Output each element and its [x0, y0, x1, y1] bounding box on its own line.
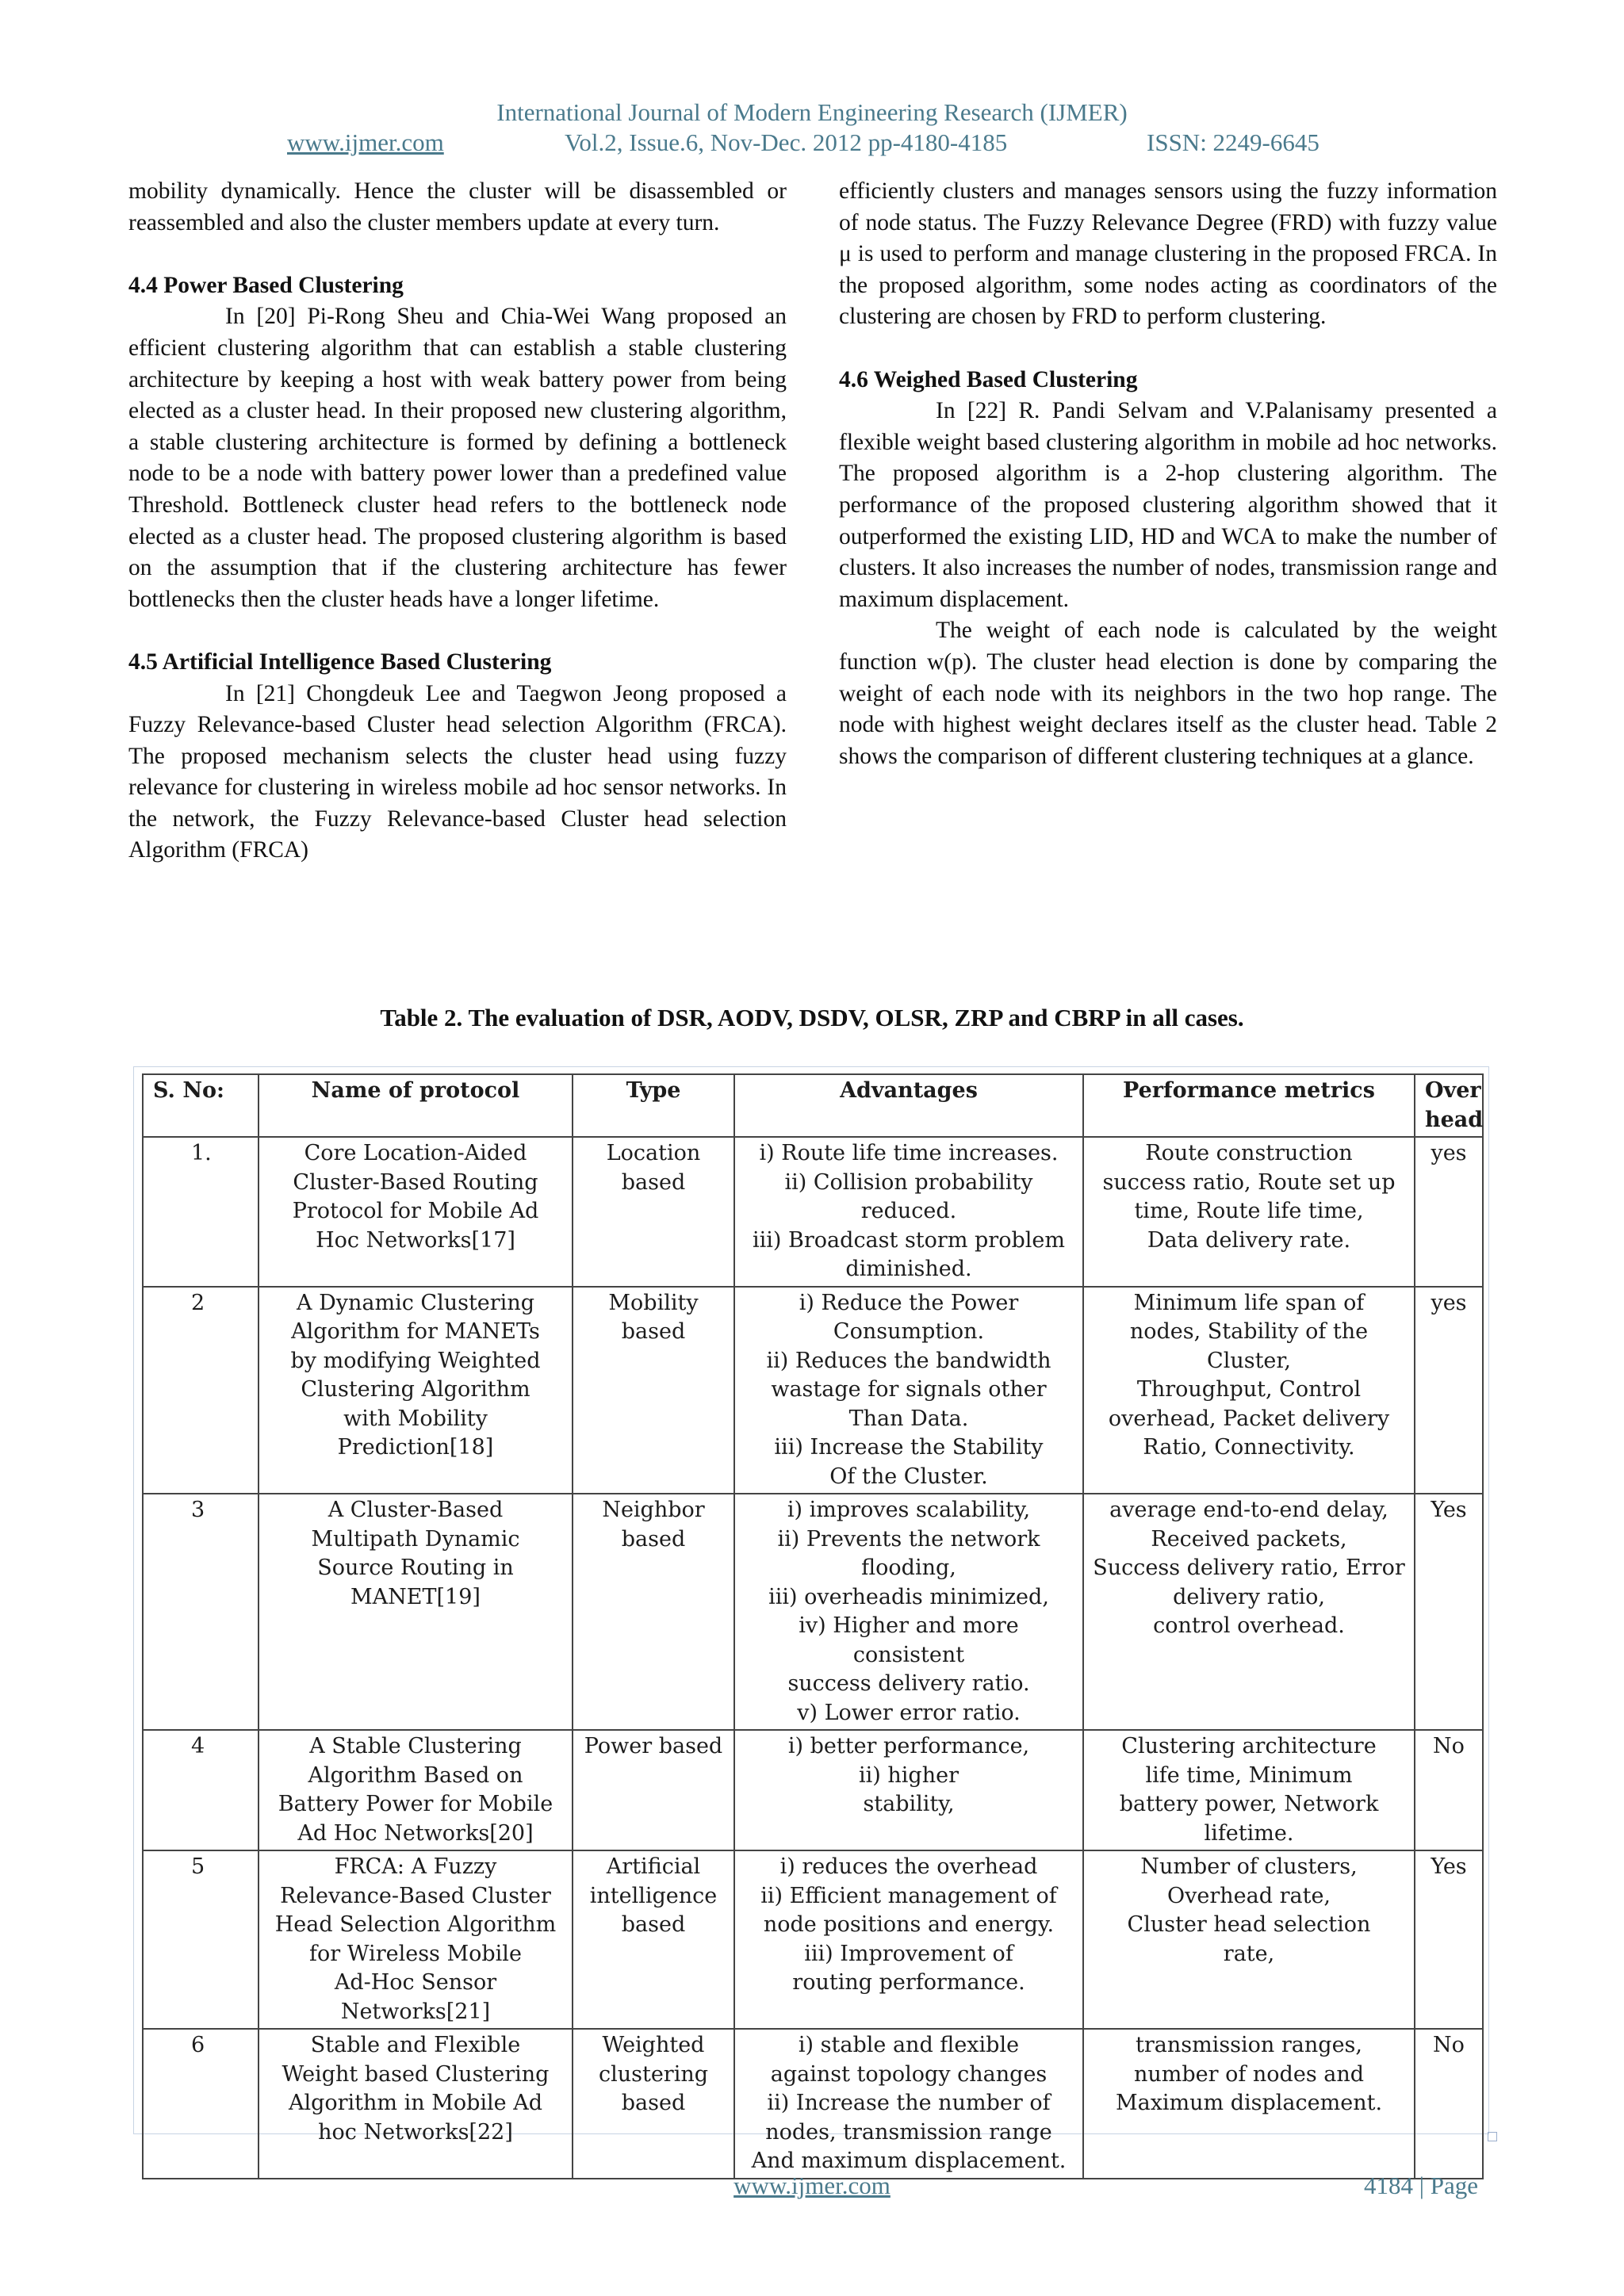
- sno-cell: 2: [143, 1287, 259, 1494]
- sno-cell: 6: [143, 2029, 259, 2179]
- header-cell: Advantages: [734, 1074, 1083, 1137]
- header-issn: ISSN: 2249-6645: [1147, 128, 1320, 156]
- section-4-6-heading: 4.6 Weighed Based Clustering: [839, 366, 1138, 392]
- advantages-cell: i) stable and flexible against topology changes ii) Increase the number of nodes, transmission range And maximum displacement.: [734, 2029, 1083, 2179]
- table-row: [143, 1137, 1483, 1287]
- type-cell: Neighbor based: [573, 1494, 734, 1730]
- protocol-name-cell: A Stable Clustering Algorithm Based on Battery Power for Mobile Ad Hoc Networks[20]: [259, 1730, 573, 1850]
- table-resize-handle: [1488, 2132, 1497, 2141]
- overhead-cell: No: [1415, 2029, 1483, 2179]
- overhead-cell: yes: [1415, 1137, 1483, 1287]
- table-row: [143, 1287, 1483, 1494]
- type-cell: Location based: [573, 1137, 734, 1287]
- performance-cell: Clustering architecture life time, Minimum battery power, Network lifetime.: [1083, 1730, 1415, 1850]
- type-cell: Artificial intelligence based: [573, 1850, 734, 2029]
- section-4-6-body-1: In [22] R. Pandi Selvam and V.Palanisamy presented a flexible weight based clustering algorithm in mobile ad hoc networks. The proposed algorithm is a 2-hop clustering algorithm. The performance of the proposed clustering algorithm showed that it outperformed the existing LID, HD and WCA to make the number of clusters. It also increases the number of nodes, transmission range and maximum displacement.: [839, 398, 1497, 612]
- table-header-row: [143, 1074, 1483, 1137]
- advantages-cell: i) better performance, ii) higher stability,: [734, 1730, 1083, 1850]
- comparison-table: [142, 1073, 1484, 2179]
- performance-cell: Minimum life span of nodes, Stability of the Cluster, Throughput, Control overhead, Packet delivery Ratio, Connectivity.: [1083, 1287, 1415, 1494]
- advantages-cell: i) reduces the overhead ii) Efficient management of node positions and energy. iii) Improvement of routing performance.: [734, 1850, 1083, 2029]
- performance-cell: Route construction success ratio, Route set up time, Route life time, Data delivery rate.: [1083, 1137, 1415, 1287]
- protocol-name-cell: A Dynamic Clustering Algorithm for MANETs by modifying Weighted Clustering Algorithm with Mobility Prediction[18]: [259, 1287, 573, 1494]
- performance-cell: average end-to-end delay, Received packets, Success delivery ratio, Error delivery ratio, control overhead.: [1083, 1494, 1415, 1730]
- section-4-4-body: In [20] Pi-Rong Sheu and Chia-Wei Wang proposed an efficient clustering algorithm that can establish a stable clustering architecture by keeping a host with weak battery power from being elected as a cluster head. In their proposed new clustering algorithm, a stable clustering architecture is formed by defining a bottleneck node to be a node with battery power lower than a predefined value Threshold. Bottleneck cluster head refers to the bottleneck node elected as a cluster head. The proposed clustering algorithm is based on the assumption that if the clustering architecture has fewer bottlenecks then the cluster heads have a longer lifetime.: [128, 304, 787, 612]
- sno-cell: 3: [143, 1494, 259, 1730]
- type-cell: Power based: [573, 1730, 734, 1850]
- protocol-name-cell: FRCA: A Fuzzy Relevance-Based Cluster Head Selection Algorithm for Wireless Mobile Ad-Hoc Sensor Networks[21]: [259, 1850, 573, 2029]
- table-caption: Table 2. The evaluation of DSR, AODV, DSDV, OLSR, ZRP and CBRP in all cases.: [380, 1004, 1244, 1031]
- table-row: [143, 1850, 1483, 2029]
- header-cell: Performance metrics: [1083, 1074, 1415, 1137]
- header-cell: Over head: [1415, 1074, 1483, 1137]
- section-4-4-heading: 4.4 Power Based Clustering: [128, 272, 404, 298]
- type-cell: Weighted clustering based: [573, 2029, 734, 2179]
- performance-cell: Number of clusters, Overhead rate, Cluster head selection rate,: [1083, 1850, 1415, 2029]
- section-4-5-body: In [21] Chongdeuk Lee and Taegwon Jeong proposed a Fuzzy Relevance-based Cluster head selection Algorithm (FRCA). The proposed mechanism selects the cluster head using fuzzy relevance for clustering in wireless mobile ad hoc sensor networks. In the network, the Fuzzy Relevance-based Cluster head selection Algorithm (FRCA): [128, 680, 787, 863]
- performance-cell: transmission ranges, number of nodes and Maximum displacement.: [1083, 2029, 1415, 2179]
- table-row: [143, 1730, 1483, 1850]
- left-intro-paragraph: mobility dynamically. Hence the cluster will be disassembled or reassembled and also the cluster members update at every turn.: [128, 178, 787, 235]
- table-row: [143, 1494, 1483, 1730]
- journal-title: International Journal of Modern Engineering Research (IJMER): [496, 98, 1128, 126]
- overhead-cell: Yes: [1415, 1494, 1483, 1730]
- advantages-cell: i) Route life time increases. ii) Collision probability reduced. iii) Broadcast storm problem diminished.: [734, 1137, 1083, 1287]
- header-volume: Vol.2, Issue.6, Nov-Dec. 2012 pp-4180-4185: [565, 128, 1008, 156]
- right-continuation-paragraph: efficiently clusters and manages sensors using the fuzzy information of node status. The Fuzzy Relevance Degree (FRD) with fuzzy value μ is used to perform and manage clustering in the proposed FRCA. In the proposed algorithm, some nodes acting as coordinators of the clustering are chosen by FRD to perform clustering.: [839, 178, 1497, 330]
- header-website-link[interactable]: www.ijmer.com: [287, 128, 444, 156]
- protocol-name-cell: Stable and Flexible Weight based Clustering Algorithm in Mobile Ad hoc Networks[22]: [259, 2029, 573, 2179]
- sno-cell: 4: [143, 1730, 259, 1850]
- sno-cell: 1.: [143, 1137, 259, 1287]
- section-4-5-heading: 4.5 Artificial Intelligence Based Clustering: [128, 649, 552, 675]
- table-row: [143, 2029, 1483, 2179]
- overhead-cell: yes: [1415, 1287, 1483, 1494]
- protocol-name-cell: Core Location-Aided Cluster-Based Routing Protocol for Mobile Ad Hoc Networks[17]: [259, 1137, 573, 1287]
- header-cell: S. No:: [143, 1074, 259, 1137]
- page-number: 4184 | Page: [1364, 2172, 1478, 2199]
- left-column: [128, 176, 787, 867]
- advantages-cell: i) improves scalability, ii) Prevents the network flooding, iii) overheadis minimized, iv) Higher and more consistent success delivery ratio. v) Lower error ratio.: [734, 1494, 1083, 1730]
- section-4-6-body-2: The weight of each node is calculated by the weight function w(p). The cluster head election is done by comparing the weight of each node with its neighbors in the two hop range. The node with highest weight declares itself as the cluster head. Table 2 shows the comparison of different clustering techniques at a glance.: [839, 618, 1497, 769]
- type-cell: Mobility based: [573, 1287, 734, 1494]
- right-column: [839, 176, 1497, 772]
- advantages-cell: i) Reduce the Power Consumption. ii) Reduces the bandwidth wastage for signals other Than Data. iii) Increase the Stability Of the Cluster.: [734, 1287, 1083, 1494]
- overhead-cell: Yes: [1415, 1850, 1483, 2029]
- overhead-cell: No: [1415, 1730, 1483, 1850]
- sno-cell: 5: [143, 1850, 259, 2029]
- header-cell: Name of protocol: [259, 1074, 573, 1137]
- table-frame: [133, 1066, 1489, 2173]
- footer-website-link[interactable]: www.ijmer.com: [733, 2172, 891, 2199]
- protocol-name-cell: A Cluster-Based Multipath Dynamic Source Routing in MANET[19]: [259, 1494, 573, 1730]
- header-cell: Type: [573, 1074, 734, 1137]
